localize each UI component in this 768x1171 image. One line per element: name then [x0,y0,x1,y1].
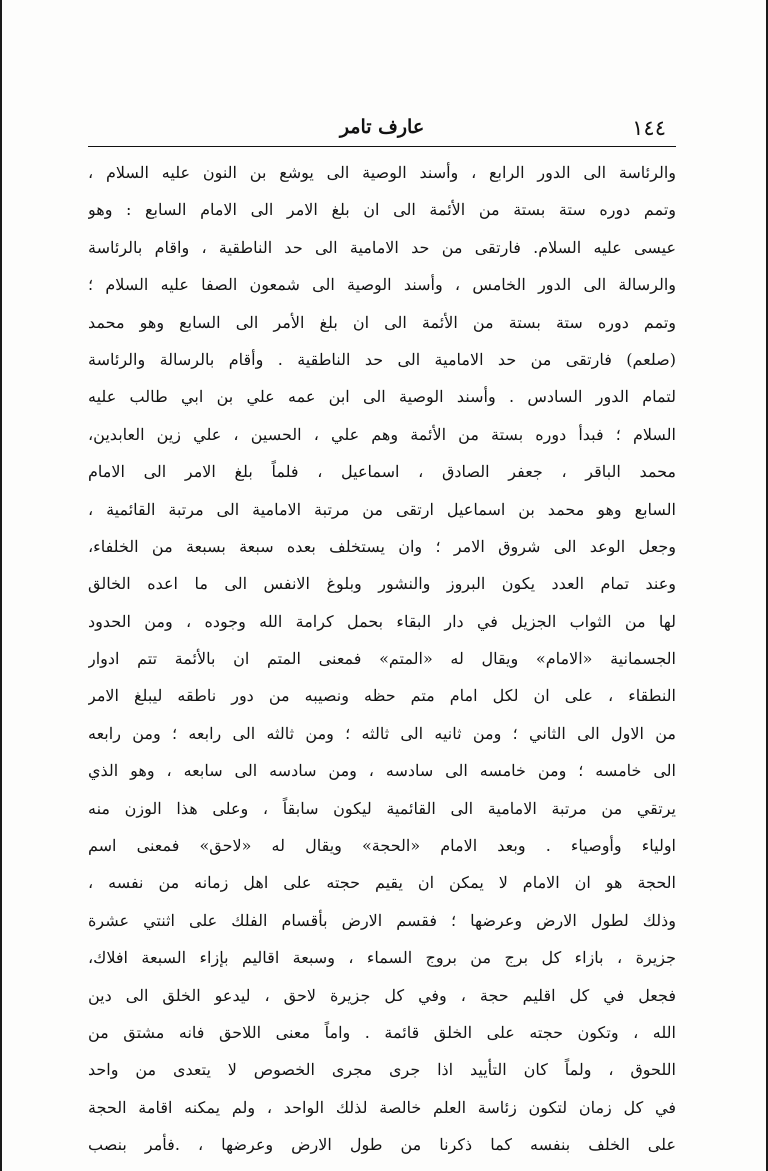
text-line: وذلك لطول الارض وعرضها ؛ فقسم الارض بأقسام الفلك على اثنتي عشرة [88,910,676,930]
text-line: لتمام الدور السادس . وأسند الوصية الى ابن عمه علي بن ابي طالب عليه [88,387,676,407]
text-line: السلام ؛ فبدأ دوره بستة من الأئمة وهم علي ، الحسين ، علي زين العابدين، [88,424,676,444]
text-line: وتمم دوره ستة بستة من الأئمة الى ان بلغ الامر الى الامام السابع : وهو [88,200,676,220]
text-line: الى خامسه ؛ ومن خامسه الى سادسه ، ومن سادسه الى سابعه ، وهو الذي [88,761,676,781]
text-line: لها من الثواب الجزيل في دار البقاء بحمل كرامة الله وجوده ، ومن الحدود [88,611,676,631]
text-line: وعند تمام العدد يكون البروز والنشور وبلوغ الانفس الى ما اعده الخالق [88,574,676,594]
text-line: اللحوق ، ولماً كان التأييد اذا جرى مجرى الخصوص لا يتعدى من واحد [88,1060,676,1080]
text-line: عيسى عليه السلام. فارتقى من حد الامامية الى حد الناطقية ، واقام بالرئاسة [88,237,676,257]
text-line: الجسمانية «الامام» ويقال له «المتم» فمعنى المتم ان بالأئمة تتم ادوار [88,649,676,669]
body-text [88,154,676,1164]
page-number: ١٤٤ [632,116,666,140]
text-line: وجعل الوعد الى شروق الامر ؛ وان يستخلف بعده سبعة بسبعة من الخلفاء، [88,536,676,556]
text-line: على الخلف بنفسه كما ذكرنا من طول الارض وعرضها ، .فأمر بنصب [88,1135,676,1155]
text-line: فجعل في كل اقليم حجة ، وفي كل جزيرة لاحق ، ليدعو الخلق الى دين [88,985,676,1005]
text-line: السابع وهو محمد بن اسماعيل ارتقى من مرتبة الامامية الى مرتبة القائمية ، [88,499,676,519]
header-rule [88,146,676,147]
running-title: عارف تامر [339,116,425,138]
text-line: (صلعم) فارتقى من حد الامامية الى حد الناطقية . وأقام بالرسالة والرئاسة [88,349,676,369]
text-line: جزيرة ، بازاء كل برج من بروج السماء ، وسبعة اقاليم بإزاء السبعة افلاك، [88,948,676,968]
text-line: والرئاسة الى الدور الرابع ، وأسند الوصية الى يوشع بن النون عليه السلام ، [88,163,676,182]
text-line: الحجة هو ان الامام لا يمكن ان يقيم حجته على اهل زمانه من نفسه ، [88,873,676,893]
text-line: النطقاء ، على ان لكل امام متم حظه ونصيبه من دور ناطقه ليبلغ الامر [88,686,676,706]
text-line: يرتقي من مرتبة الامامية الى القائمية ليكون سابقاً ، وعلى هذا الوزن منه [88,798,676,818]
text-line: والرسالة الى الدور الخامس ، وأسند الوصية الى شمعون الصفا عليه السلام ؛ [88,275,676,295]
text-line: محمد الباقر ، جعفر الصادق ، اسماعيل ، فلماً بلغ الامر الى الامام [88,462,676,482]
text-line: وتمم دوره ستة بستة من الأئمة الى ان بلغ الأمر الى السابع وهو محمد [88,312,676,332]
text-line: الله ، وتكون حجته على الخلق قائمة . واماً معنى اللاحق فانه مشتق من [88,1022,676,1042]
text-line: في كل زمان لتكون زئاسة العلم خالصة لذلك الواحد ، ولم يمكنه اقامة الحجة [88,1097,676,1117]
text-line: اولياء وأوصياء . وبعد الامام «الحجة» ويقال له «لاحق» فمعنى اسم [88,836,676,856]
page-header [90,112,674,146]
text-line: من الاول الى الثاني ؛ ومن ثانيه الى ثالثه ؛ ومن ثالثه الى رابعه ؛ ومن رابعه [88,723,676,743]
